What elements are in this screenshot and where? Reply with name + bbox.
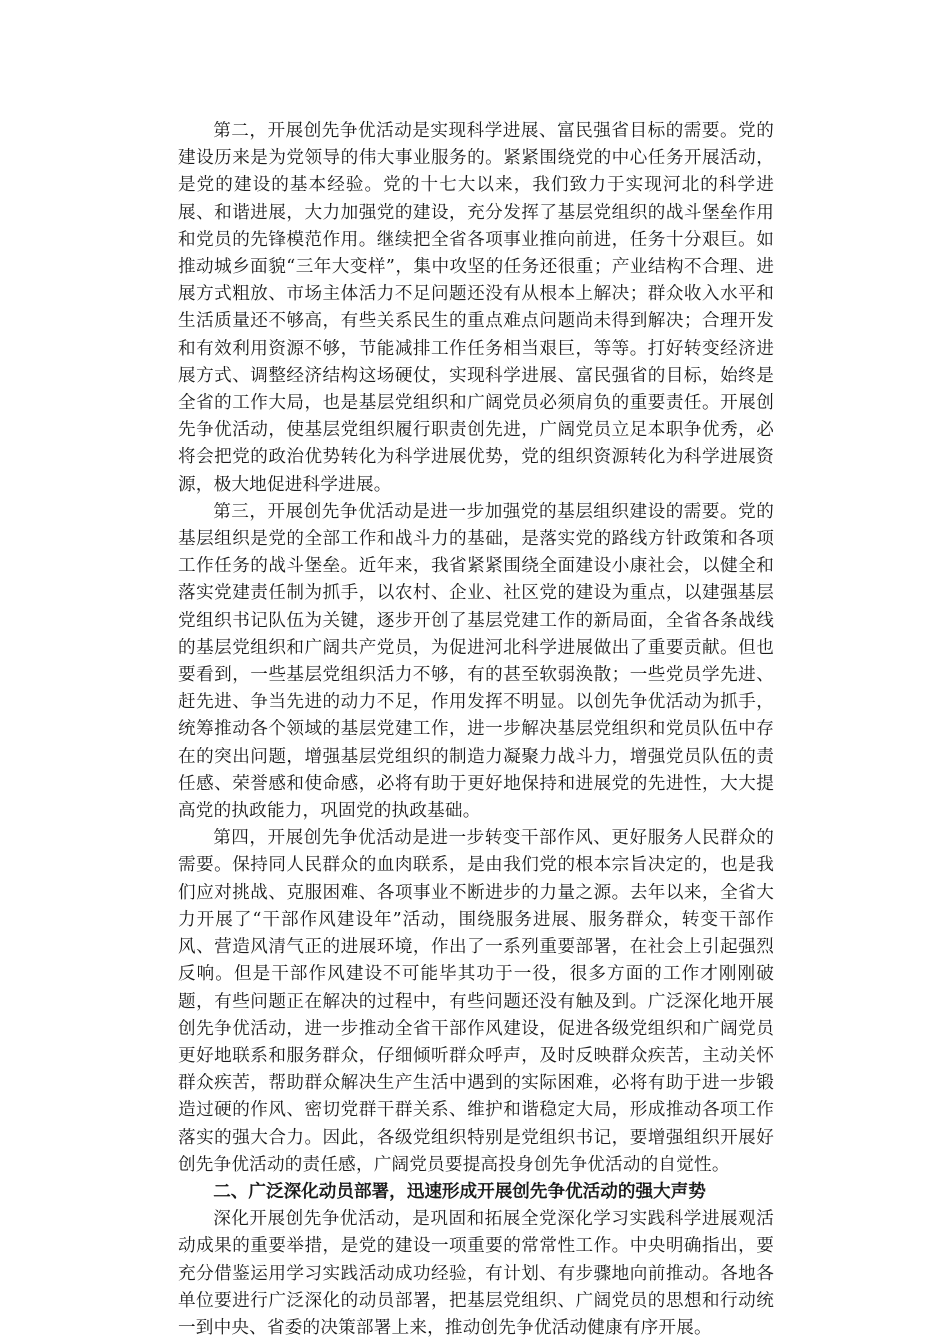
section-heading: 二、广泛深化动员部署，迅速形成开展创先争优活动的强大声势: [213, 1181, 706, 1202]
paragraph-second: 第二，开展创先争优活动是实现科学进展、富民强省目标的需要。党的建设历来是为党领导的伟大事业服务的。紧紧围绕党的中心任务开展活动，是党的建设的基本经验。党的十七大以来，我们致力于实现河北的科学进展、和谐进展，大力加强党的建设，充分发挥了基层党组织的战斗堡垒作用和党员的先锋模范作用。继续把全省各项事业推向前进，任务十分艰巨。如推动城乡面貌“三年大变样”，集中攻坚的任务还很重；产业结构不合理、进展方式粗放、市场主体活力不足问题还没有从根本上解决；群众收入水平和生活质量还不够高，有些关系民生的重点难点问题尚未得到解决；合理开发和有效利用资源不够，节能减排工作任务相当艰巨，等等。打好转变经济进展方式、调整经济结构这场硬仗，实现科学进展、富民强省的目标，始终是全省的工作大局，也是基层党组织和广阔党员必须肩负的重要责任。开展创先争优活动，使基层党组织履行职责创先进，广阔党员立足本职争优秀，必将会把党的政治优势转化为科学进展优势，党的组织资源转化为科学进展资源，极大地促进科学进展。: [178, 121, 774, 495]
paragraph-fourth: 第四，开展创先争优活动是进一步转变干部作风、更好服务人民群众的需要。保持同人民群众的血肉联系，是由我们党的根本宗旨决定的，也是我们应对挑战、克服困难、各项事业不断进步的力量之源。去年以来，全省大力开展了“干部作风建设年”活动，围绕服务进展、服务群众，转变干部作风、营造风清气正的进展环境，作出了一系列重要部署，在社会上引起强烈反响。但是干部作风建设不可能毕其功于一役，很多方面的工作才刚刚破题，有些问题正在解决的过程中，有些问题还没有触及到。广泛深化地开展创先争优活动，进一步推动全省干部作风建设，促进各级党组织和广阔党员更好地联系和服务群众，仔细倾听群众呼声，及时反映群众疾苦，主动关怀群众疾苦，帮助群众解决生产生活中遇到的实际困难，必将有助于进一步锻造过硬的作风、密切党群干群关系、维护和谐稳定大局，形成推动各项工作落实的强大合力。因此，各级党组织特别是党组织书记，要增强组织开展好创先争优活动的责任感，广阔党员要提高投身创先争优活动的自觉性。: [178, 828, 774, 1175]
paragraph-third: 第三，开展创先争优活动是进一步加强党的基层组织建设的需要。党的基层组织是党的全部工作和战斗力的基础，是落实党的路线方针政策和各项工作任务的战斗堡垒。近年来，我省紧紧围绕全面建设小康社会，以健全和落实党建责任制为抓手，以农村、企业、社区党的建设为重点，以建强基层党组织书记队伍为关键，逐步开创了基层党建工作的新局面，全省各条战线的基层党组织和广阔共产党员，为促进河北科学进展做出了重要贡献。但也要看到，一些基层党组织活力不够，有的甚至软弱涣散；一些党员学先进、赶先进、争当先进的动力不足，作用发挥不明显。以创先争优活动为抓手，统筹推动各个领域的基层党建工作，进一步解决基层党组织和党员队伍中存在的突出问题，增强基层党组织的制造力凝聚力战斗力，增强党员队伍的责任感、荣誉感和使命感，必将有助于更好地保持和进展党的先进性，大大提高党的执政能力，巩固党的执政基础。: [178, 501, 774, 822]
paragraph-closing: 深化开展创先争优活动，是巩固和拓展全党深化学习实践科学进展观活动成果的重要举措，是党的建设一项重要的常常性工作。中央明确指出，要充分借鉴运用学习实践活动成功经验，有计划、有步骤地向前推动。各地各单位要进行广泛深化的动员部署，把基层党组织、广阔党员的思想和行动统一到中央、省委的决策部署上来，推动创先争优活动健康有序开展。: [178, 1209, 774, 1338]
